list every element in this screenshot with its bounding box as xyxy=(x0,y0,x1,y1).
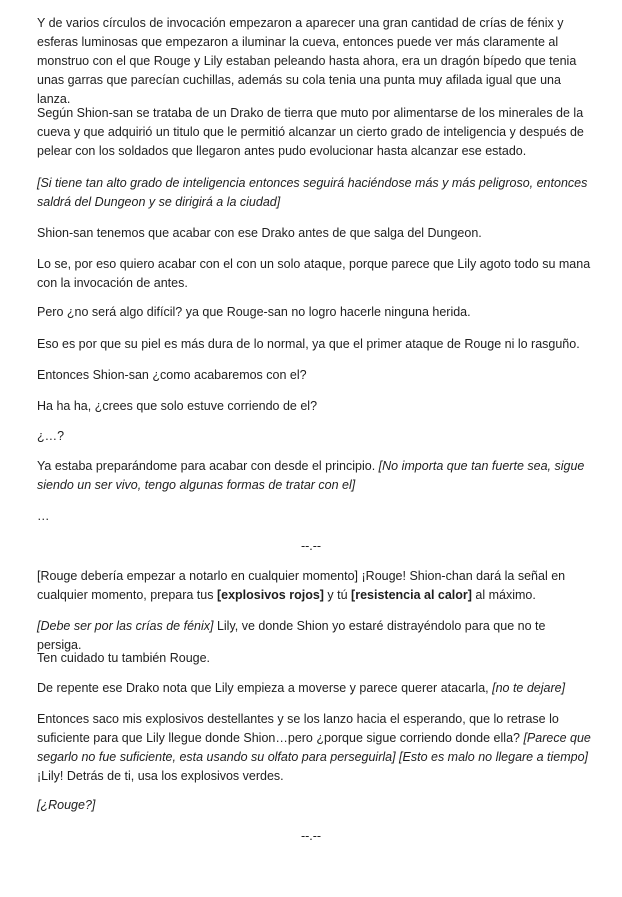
paragraph-2 xyxy=(37,104,593,161)
text-run: Ya estaba preparándome para acabar con desde el principio. xyxy=(37,459,379,473)
paragraph-13 xyxy=(37,567,593,605)
text-run: De repente ese Drako nota que Lily empieza a moverse y parece querer atacarla, xyxy=(37,681,493,695)
text-run: al máximo. xyxy=(471,588,536,602)
text-run: Ha ha ha, ¿crees que solo estuve corriendo de el? xyxy=(37,399,318,413)
text-run: [explosivos rojos] xyxy=(216,588,324,602)
text-run: [¿Rouge?] xyxy=(37,798,96,812)
text-run: Según Shion-san se trataba de un Drako de tierra que muto por alimentarse de los minerales de la cueva y que adquirió un titulo que le permitió alcanzar un cierto grado de inteligencia y después de pelear con los soldados que llegaron antes pudo evolucionar hasta alcanzar ese estado. xyxy=(37,106,584,158)
text-run: [No importa que tan fuerte sea, sigue siendo un ser vivo, tengo algunas formas de tratar con el] xyxy=(37,459,585,492)
paragraph-8 xyxy=(37,366,593,385)
text-run: Ten cuidado tu también Rouge. xyxy=(37,651,211,665)
paragraph-15 xyxy=(37,649,593,668)
paragraph-6 xyxy=(37,303,593,322)
paragraph-18 xyxy=(37,796,593,815)
text-run: --.-- xyxy=(300,539,322,553)
text-run: [Rouge debería empezar a notarlo en cualquier momento] ¡Rouge! Shion-chan dará la señal en cualquier momento, prepara tus xyxy=(37,569,566,602)
text-run: ¡Lily! Detrás de ti, usa los explosivos verdes. xyxy=(37,769,284,783)
text-run: [Parece que segarlo no fue suficiente, esta usando su olfato para perseguirla] [Esto es malo no llegare a tiempo] xyxy=(37,731,591,764)
paragraph-4 xyxy=(37,224,593,243)
paragraph-11 xyxy=(37,457,593,495)
paragraph-5 xyxy=(37,255,593,293)
text-run: Shion-san tenemos que acabar con ese Drako antes de que salga del Dungeon. xyxy=(37,226,482,240)
paragraph-10 xyxy=(37,427,593,446)
scene-break-1 xyxy=(0,537,622,556)
paragraph-16 xyxy=(37,679,593,698)
text-run: --.-- xyxy=(300,829,322,843)
scene-break-2 xyxy=(0,827,622,846)
text-run: [no te dejare] xyxy=(492,681,566,695)
text-run: [resistencia al calor] xyxy=(351,588,472,602)
text-run: [Si tiene tan alto grado de inteligencia entonces seguirá haciéndose más y más peligroso, entonces saldrá del Dungeon y se dirigirá a la ciudad] xyxy=(37,176,588,209)
text-run: Eso es por que su piel es más dura de lo normal, ya que el primer ataque de Rouge ni lo rasguño. xyxy=(37,337,580,351)
paragraph-7 xyxy=(37,335,593,354)
text-run: Lily, ve donde Shion yo estaré distrayéndolo para que no te persiga. xyxy=(37,619,546,652)
paragraph-17 xyxy=(37,710,593,786)
paragraph-9 xyxy=(37,397,593,416)
text-run: ¿…? xyxy=(37,429,65,443)
text-run: Y de varios círculos de invocación empezaron a aparecer una gran cantidad de crías de fénix y esferas luminosas que empezaron a iluminar la cueva, entonces puede ver más claramente al monstruo con el que Rouge y Lily estaban peleando hasta ahora, era un dragón bípedo que tenia unas garras que parecían cuchillas, además su cola tenia una punta muy afilada igual que una lanza. xyxy=(37,16,577,106)
paragraph-3 xyxy=(37,174,593,212)
text-run: Lo se, por eso quiero acabar con el con un solo ataque, porque parece que Lily agoto todo su mana con la invocación de antes. xyxy=(37,257,591,290)
text-run: Pero ¿no será algo difícil? ya que Rouge-san no logro hacerle ninguna herida. xyxy=(37,305,471,319)
text-run: … xyxy=(37,509,50,523)
paragraph-1 xyxy=(37,14,593,109)
text-run: [Debe ser por las crías de fénix] xyxy=(37,619,214,633)
text-run: y tú xyxy=(323,588,352,602)
text-run: Entonces Shion-san ¿como acabaremos con el? xyxy=(37,368,307,382)
text-run: Entonces saco mis explosivos destellantes y se los lanzo hacia el esperando, que lo retrase lo suficiente para que Lily llegue donde Shion…pero ¿porque sigue corriendo donde ella? xyxy=(37,712,559,745)
paragraph-12 xyxy=(37,507,593,526)
